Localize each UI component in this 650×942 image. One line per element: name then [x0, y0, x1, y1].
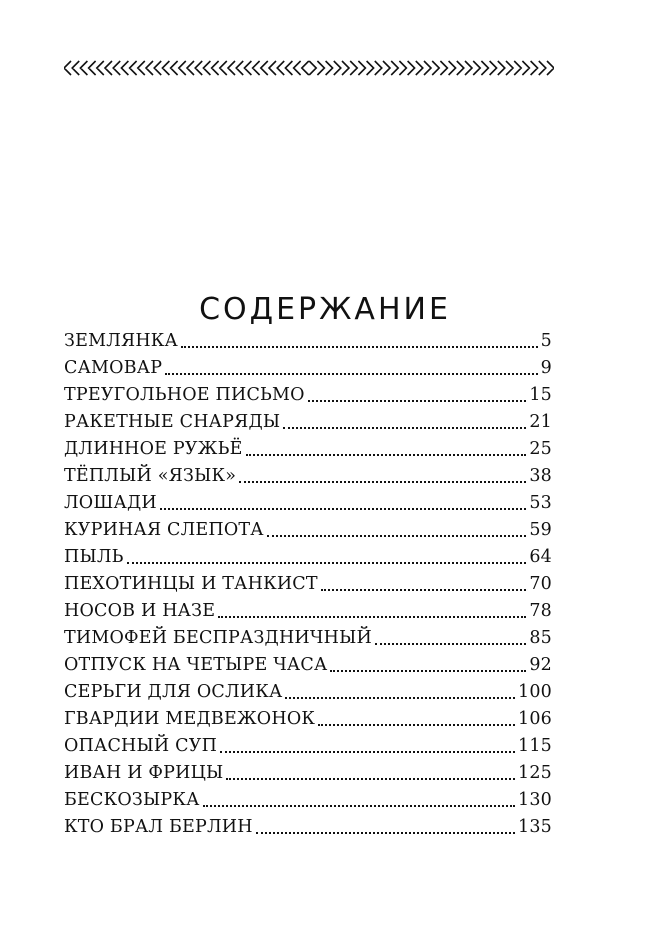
toc-entry-title: ТИМОФЕЙ БЕСПРАЗДНИЧНЫЙ	[64, 628, 372, 648]
toc-entry[interactable]	[64, 679, 552, 706]
toc-entry[interactable]	[64, 463, 552, 490]
toc-leader	[308, 400, 527, 402]
toc-entry-page: 70	[529, 574, 552, 594]
toc-entry-page: 106	[517, 709, 552, 729]
toc-leader	[318, 724, 515, 726]
toc-entry[interactable]	[64, 652, 552, 679]
toc-entry[interactable]	[64, 814, 552, 841]
toc-leader	[203, 805, 515, 807]
toc-entry-page: 59	[529, 520, 552, 540]
toc-entry[interactable]	[64, 544, 552, 571]
toc-leader	[285, 697, 515, 699]
toc-entry[interactable]	[64, 625, 552, 652]
toc-entry[interactable]	[64, 382, 552, 409]
table-of-contents	[64, 328, 552, 841]
toc-leader	[181, 346, 538, 348]
toc-entry-page: 92	[529, 655, 552, 675]
toc-leader	[246, 454, 527, 456]
toc-entry[interactable]	[64, 517, 552, 544]
chevron-border-ornament-icon	[64, 58, 554, 78]
toc-leader	[239, 481, 526, 483]
toc-entry-title: ЗЕМЛЯНКА	[64, 331, 178, 351]
toc-entry-title: СЕРЬГИ ДЛЯ ОСЛИКА	[64, 682, 283, 702]
toc-entry-title: ТРЕУГОЛЬНОЕ ПИСЬМО	[64, 385, 305, 405]
toc-leader	[330, 670, 526, 672]
toc-entry-title: ИВАН И ФРИЦЫ	[64, 763, 224, 783]
toc-entry[interactable]	[64, 409, 552, 436]
toc-entry-title: ДЛИННОЕ РУЖЬЁ	[64, 439, 243, 459]
toc-entry-title: БЕСКОЗЫРКА	[64, 790, 200, 810]
toc-entry-page: 85	[529, 628, 552, 648]
toc-entry-title: КТО БРАЛ БЕРЛИН	[64, 817, 253, 837]
toc-entry-title: НОСОВ И НАЗЕ	[64, 601, 216, 621]
toc-entry-page: 53	[529, 493, 552, 513]
toc-entry-page: 125	[517, 763, 552, 783]
toc-leader	[283, 427, 526, 429]
toc-entry-title: ОПАСНЫЙ СУП	[64, 736, 218, 756]
toc-entry[interactable]	[64, 355, 552, 382]
toc-entry-title: РАКЕТНЫЕ СНАРЯДЫ	[64, 412, 281, 432]
toc-entry-page: 9	[540, 358, 552, 378]
toc-entry[interactable]	[64, 760, 552, 787]
toc-entry-title: ПЫЛЬ	[64, 547, 124, 567]
toc-leader	[375, 643, 526, 645]
toc-entry-title: ОТПУСК НА ЧЕТЫРЕ ЧАСА	[64, 655, 328, 675]
toc-entry-page: 100	[517, 682, 552, 702]
toc-entry-page: 15	[529, 385, 552, 405]
toc-entry-title: ПЕХОТИНЦЫ И ТАНКИСТ	[64, 574, 318, 594]
toc-entry-page: 21	[529, 412, 552, 432]
toc-entry-page: 135	[517, 817, 552, 837]
toc-entry-title: ЛОШАДИ	[64, 493, 157, 513]
chevron-strokes	[64, 61, 554, 75]
toc-entry[interactable]	[64, 490, 552, 517]
toc-entry-title: САМОВАР	[64, 358, 163, 378]
toc-entry-title: ТЁПЛЫЙ «ЯЗЫК»	[64, 466, 237, 486]
toc-entry-page: 78	[529, 601, 552, 621]
toc-entry-page: 38	[529, 466, 552, 486]
toc-entry[interactable]	[64, 706, 552, 733]
toc-entry[interactable]	[64, 733, 552, 760]
toc-entry-page: 5	[540, 331, 552, 351]
toc-entry[interactable]	[64, 328, 552, 355]
toc-entry-page: 25	[529, 439, 552, 459]
toc-leader	[165, 373, 537, 375]
toc-entry[interactable]	[64, 598, 552, 625]
toc-leader	[321, 589, 527, 591]
toc-leader	[218, 616, 526, 618]
toc-entry-title: ГВАРДИИ МЕДВЕЖОНОК	[64, 709, 316, 729]
toc-entry-page: 115	[517, 736, 552, 756]
toc-leader	[220, 751, 515, 753]
toc-entry-page: 130	[517, 790, 552, 810]
toc-leader	[127, 562, 527, 564]
toc-entry[interactable]	[64, 436, 552, 463]
toc-entry[interactable]	[64, 571, 552, 598]
toc-entry-page: 64	[529, 547, 552, 567]
toc-leader	[256, 832, 515, 834]
toc-leader	[160, 508, 526, 510]
toc-entry[interactable]	[64, 787, 552, 814]
page-title: СОДЕРЖАНИЕ	[199, 292, 451, 328]
toc-entry-title: КУРИНАЯ СЛЕПОТА	[64, 520, 264, 540]
toc-leader	[226, 778, 515, 780]
toc-leader	[267, 535, 527, 537]
